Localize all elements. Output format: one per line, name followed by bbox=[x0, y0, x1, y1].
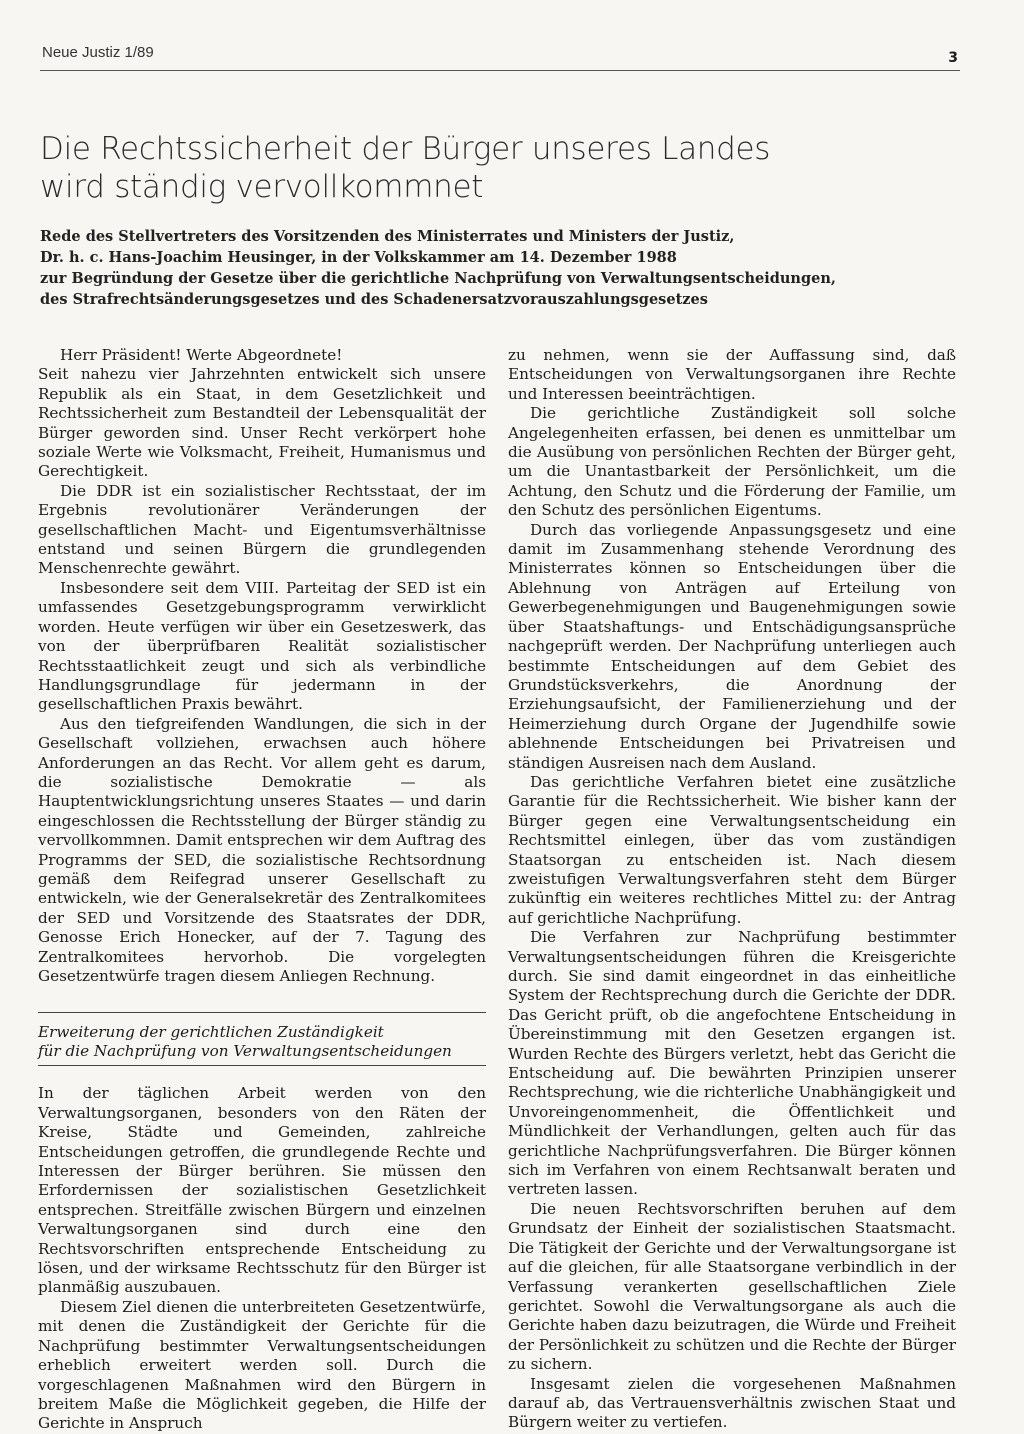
salutation: Herr Präsident! Werte Abgeordnete! bbox=[60, 346, 343, 364]
subtitle-line: Dr. h. c. Hans-Joachim Heusinger, in der Volkskammer am 14. Dezember 1988 bbox=[40, 249, 677, 266]
article-title bbox=[40, 130, 940, 206]
title-line: Die Rechtssicherheit der Bürger unseres Landes bbox=[40, 131, 771, 167]
running-head: Neue Justiz 1/89 bbox=[42, 44, 154, 61]
header-rule bbox=[40, 70, 960, 71]
body-paragraph: Die gerichtliche Zuständigkeit soll solche Angelegenheiten erfassen, bei denen es unmittelbar um die Ausübung von persönlichen Rechten der Bürger geht, um die Unantastbarkeit der Persönlichkeit, um die Achtung, den Schutz und die Förderung der Familie, um den Schutz des persönlichen Eigentums. bbox=[508, 404, 956, 520]
page-number: 3 bbox=[948, 50, 958, 66]
body-paragraph: Insbesondere seit dem VIII. Parteitag der SED ist ein umfassendes Gesetzgebungsprogramm verwirklicht worden. Heute verfügen wir über ein Gesetzeswerk, das von der überprüfbaren Realität sozialistischer Rechtsstaatlichkeit zeugt und sich als verbindliche Handlungsgrundlage für jedermann in der gesellschaftlichen Praxis bewährt. bbox=[38, 578, 486, 714]
subtitle-line: Rede des Stellvertreters des Vorsitzenden des Ministerrates und Ministers der Justiz, bbox=[40, 228, 735, 245]
body-paragraph: Insgesamt zielen die vorgesehenen Maßnahmen darauf ab, das Vertrauensverhältnis zwischen Staat und Bürgern weiter zu vertiefen. bbox=[508, 1374, 956, 1432]
section-heading-line: Erweiterung der gerichtlichen Zuständigkeit bbox=[38, 1023, 384, 1042]
body-paragraph: Das gerichtliche Verfahren bietet eine zusätzliche Garantie für die Rechtssicherheit. Wie bisher kann der Bürger gegen eine Verwaltungsentscheidung ein Rechtsmittel einlegen, über das vom zuständigen Staatsorgan zu entscheiden ist. Nach diesem zweistufigen Verwaltungsverfahren steht dem Bürger zukünftig ein weiteres rechtliches Mittel zu: der Antrag auf gerichtliche Nachprüfung. bbox=[508, 772, 956, 927]
body-paragraph: Die Verfahren zur Nachprüfung bestimmter Verwaltungsentscheidungen führen die Kreisgerichte durch. Sie sind damit eingeordnet in das einheitliche System der Rechtsprechung durch die Gerichte der DDR. Das Gericht prüft, ob die angefochtene Entscheidung in Übereinstimmung mit den Gesetzen ergangen ist. Wurden Rechte des Bürgers verletzt, hebt das Gericht die Entscheidung auf. Die bewährten Prinzipien unserer Rechtsprechung, wie die richterliche Unabhängigkeit und Unvoreingenommenheit, die Öffentlichkeit und Mündlichkeit der Verhandlungen, gelten auch für das gerichtliche Nachprüfungsverfahren. Die Bürger können sich im Verfahren von einem Rechtsanwalt beraten und vertreten lassen. bbox=[508, 928, 956, 1199]
left-column bbox=[38, 346, 486, 1434]
body-paragraph: In der täglichen Arbeit werden von den Verwaltungsorganen, besonders von den Räten der Kreise, Städte und Gemeinden, zahlreiche Entscheidungen getroffen, die grundlegende Rechte und Interessen der Bürger berühren. Sie müssen den Erfordernissen der sozialistischen Gesetzlichkeit entsprechen. Streitfälle zwischen Bürgern und einzelnen Verwaltungsorganen sind durch eine den Rechtsvorschriften entsprechende Entscheidung zu lösen, und der wirksame Rechtsschutz für den Bürger ist planmäßig auszubauen. bbox=[38, 1084, 486, 1297]
subtitle-line: zur Begründung der Gesetze über die gerichtliche Nachprüfung von Verwaltungsentscheidungen, bbox=[40, 270, 836, 287]
body-paragraph: Seit nahezu vier Jahrzehnten entwickelt sich unsere Republik als ein Staat, in dem Gesetzlichkeit und Rechtssicherheit zum Bestandteil der Lebensqualität der Bürger geworden sind. Unser Recht verkörpert hohe soziale Werte wie Volksmacht, Freiheit, Humanismus und Gerechtigkeit. bbox=[38, 365, 486, 481]
body-paragraph: zu nehmen, wenn sie der Auffassung sind, daß Entscheidungen von Verwaltungsorganen ihre Rechte und Interessen beeinträchtigen. bbox=[508, 346, 956, 403]
body-paragraph: Aus den tiefgreifenden Wandlungen, die sich in der Gesellschaft vollziehen, erwachsen auch höhere Anforderungen an das Recht. Vor allem geht es darum, die sozialistische Demokratie — als Hauptentwicklungsrichtung unseres Staates — und darin eingeschlossen die Rechtsstellung der Bürger ständig zu vervollkommnen. Damit entsprechen wir dem Auftrag des Programms der SED, die sozialistische Rechtsordnung gemäß dem Reifegrad unserer Gesellschaft zu entwickeln, wie der Generalsekretär des Zentralkomitees der SED und Vorsitzende des Staatsrates der DDR, Genosse Erich Honecker, auf der 7. Tagung des Zentralkomitees hervorhob. Die vorgelegten Gesetzentwürfe tragen diesem Anliegen Rechnung. bbox=[38, 714, 486, 985]
title-line: wird ständig vervollkommnet bbox=[40, 169, 484, 205]
subtitle-line: des Strafrechtsänderungsgesetzes und des Schadenersatzvorauszahlungsgesetzes bbox=[40, 291, 708, 308]
body-paragraph: Diesem Ziel dienen die unterbreiteten Gesetzentwürfe, mit denen die Zuständigkeit der Gerichte für die Nachprüfung bestimmter Verwaltungsentscheidungen erheblich erweitert werden soll. Durch die vorgeschlagenen Maßnahmen wird den Bürgern in breitem Maße die Möglichkeit gegeben, die Hilfe der Gerichte in Anspruch bbox=[38, 1297, 486, 1433]
right-column bbox=[508, 346, 956, 1433]
section-heading-line: für die Nachprüfung von Verwaltungsentscheidungen bbox=[38, 1042, 452, 1061]
body-paragraph: Die DDR ist ein sozialistischer Rechtsstaat, der im Ergebnis revolutionärer Veränderungen der gesellschaftlichen Macht- und Eigentumsverhältnisse entstand und seinen Bürgern die grundlegenden Menschenrechte gewährt. bbox=[38, 481, 486, 578]
section-heading bbox=[38, 1012, 486, 1066]
body-paragraph: Durch das vorliegende Anpassungsgesetz und eine damit im Zusammenhang stehende Verordnung des Ministerrates können so Entscheidungen über die Ablehnung von Anträgen auf Erteilung von Gewerbegenehmigungen und Baugenehmigungen sowie über Staatshaftungs- und Entschädigungsansprüche nachgeprüft werden. Der Nachprüfung unterliegen auch bestimmte Entscheidungen auf dem Gebiet des Grundstücksverkehrs, die Anordnung der Erziehungsaufsicht, der Familienerziehung und der Heimerziehung durch Organe der Jugendhilfe sowie ablehnende Entscheidungen bei Privatreisen und ständigen Ausreisen nach dem Ausland. bbox=[508, 520, 956, 772]
article-subtitle bbox=[40, 226, 940, 310]
body-paragraph: Die neuen Rechtsvorschriften beruhen auf dem Grundsatz der Einheit der sozialistischen Staatsmacht. Die Tätigkeit der Gerichte und der Verwaltungsorgane ist auf die gleichen, für alle Staatsorgane verbindlich in der Verfassung verankerten gesellschaftlichen Ziele gerichtet. Sowohl die Verwaltungsorgane als auch die Gerichte haben dazu beizutragen, die Würde und Freiheit der Persönlichkeit zu schützen und die Rechte der Bürger zu sichern. bbox=[508, 1199, 956, 1374]
